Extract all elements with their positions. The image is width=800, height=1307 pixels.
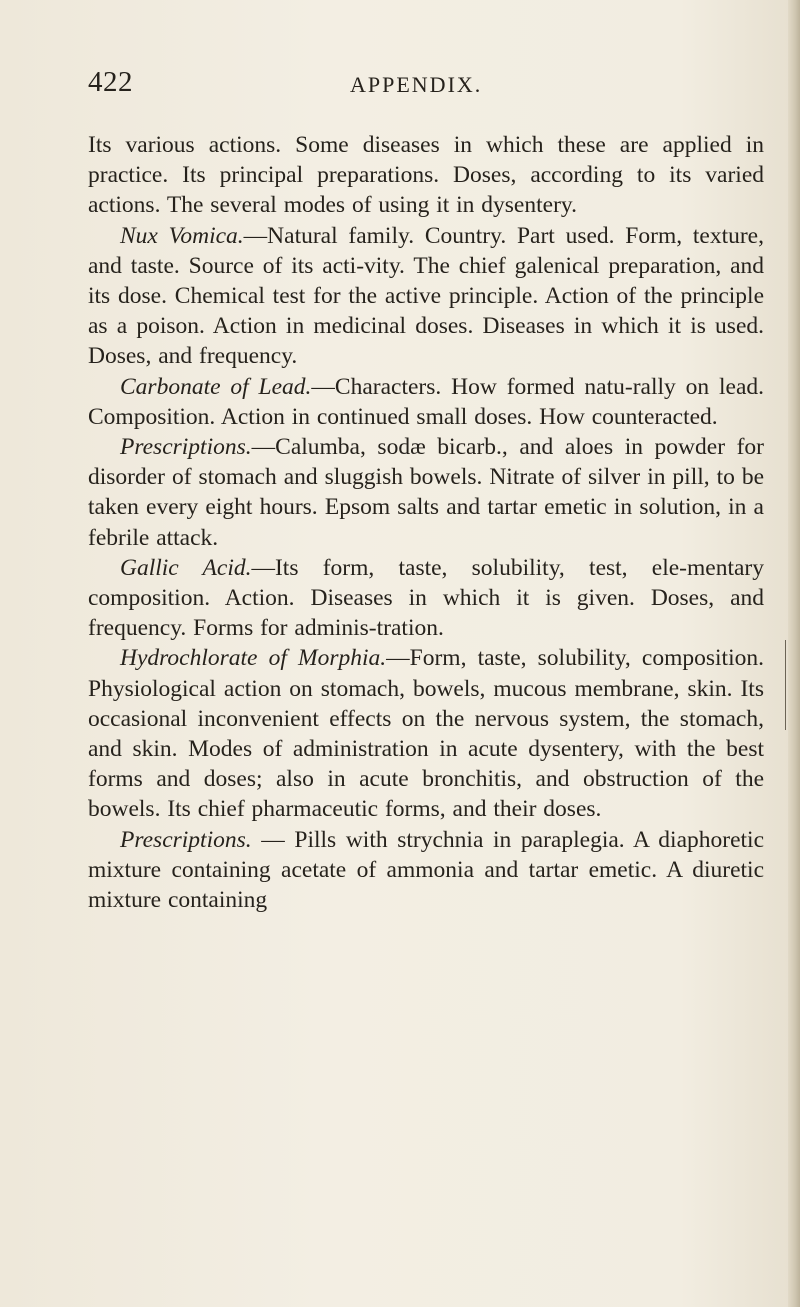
paragraph-prescriptions-2	[88, 825, 764, 916]
paragraph-carbonate-of-lead	[88, 372, 764, 432]
paragraph-text: — Pills with strychnia in paraplegia. A diaphoretic mixture containing acetate of ammonia and tartar emetic. A diuretic mixture containing	[88, 826, 764, 914]
paragraph-lead: Carbonate of Lead.	[120, 373, 312, 400]
page-number: 422	[88, 66, 133, 98]
paragraph-lead: Prescriptions.	[120, 434, 252, 461]
paragraph-gallic-acid	[88, 553, 764, 644]
body-text	[88, 130, 764, 915]
paragraph-intro	[88, 130, 764, 221]
paragraph-text: Its various actions. Some diseases in which these are applied in practice. Its principal preparations. Doses, according to its varied actions. The several modes of using it in dysentery.	[88, 132, 764, 219]
paragraph-hydrochlorate-of-morphia	[88, 643, 764, 824]
paragraph-text: —Its form, taste, solubility, test, ele-mentary composition. Action. Diseases in which it is given. Doses, and frequency. Forms for adminis-tration.	[88, 554, 764, 642]
paragraph-text: —Form, taste, solubility, composition. Physiological action on stomach, bowels, mucous membrane, skin. Its occasional inconvenient effects on the nervous system, the stomach, and skin. Modes of administration in acute dysentery, with the best forms and doses; also in acute bronchitis, and obstruction of the bowels. Its chief pharmaceutic forms, and their doses.	[88, 645, 764, 823]
paragraph-prescriptions-1	[88, 432, 764, 553]
running-head: APPENDIX.	[350, 72, 483, 97]
paragraph-lead: Hydrochlorate of Morphia.	[120, 645, 387, 672]
paragraph-text: —Natural family. Country. Part used. Form, texture, and taste. Source of its acti-vity. The chief galenical preparation, and its dose. Chemical test for the active principle. Action of the principle as a poison. Action in medicinal doses. Diseases in which it is used. Doses, and frequency.	[88, 222, 764, 370]
paragraph-lead: Nux Vomica.	[120, 222, 244, 249]
page-header	[0, 66, 800, 106]
paragraph-nux-vomica	[88, 221, 764, 372]
paragraph-text: —Characters. How formed natu-rally on lead. Composition. Action in continued small doses. How counteracted.	[88, 373, 765, 430]
paragraph-text: —Calumba, sodæ bicarb., and aloes in powder for disorder of stomach and sluggish bowels. Nitrate of silver in pill, to be taken every eight hours. Epsom salts and tartar emetic in solution, in a febrile attack.	[88, 434, 764, 551]
page-edge-mark	[785, 640, 786, 730]
page-edge-shadow	[788, 0, 800, 1307]
paragraph-lead: Prescriptions.	[120, 826, 252, 853]
paragraph-lead: Gallic Acid.	[120, 554, 252, 581]
